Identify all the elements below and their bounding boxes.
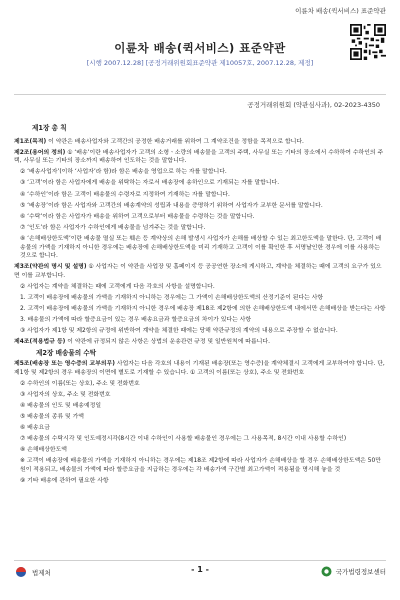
list-item: ② ‘배송사업자’(이하 ‘사업자’라 함)라 함은 배송을 영업으로 하는 자를 말합니다. [20,169,227,176]
list-item: ⑧ 손해배상한도액 [20,447,67,454]
footer-agency-name: 법제처 [32,568,51,577]
page-footer [0,566,400,580]
document-body [14,122,386,488]
article-4-text: 이 약관에 규정되지 않은 사항은 상법의 운송관련 규정 및 일반원칙에 따릅니다. [67,339,270,346]
footer-center-name: 국가법령정보센터 [335,568,386,576]
header-divider [14,94,386,95]
responsible-authority: 공정거래위원회 (약관심사과), 02-2023-4350 [247,101,380,109]
article-1 [14,138,386,147]
list-item: ⑤ 배송물의 종류 및 가액 [20,414,84,421]
article-5-items [14,380,386,486]
list-item: ④ 배송물의 인도 및 배송예정일 [20,402,102,409]
article-3-items [14,283,386,336]
list-item: ③ 사업자의 상호, 주소 및 전화번호 [20,391,111,398]
list-item: ⑨ 기타 배송에 관하여 필요한 사항 [20,478,109,485]
article-1-title: 제1조(목적) [14,138,47,145]
article-4 [14,338,386,347]
document-enactment-info: [시행 2007.12.28] [공정거래위원회표준약관 제10057호, 2007.12.28, 제정] [86,59,314,67]
list-item: ⑥ 배송요금 [20,425,50,432]
list-item: ⑧ ‘손해배상한도액’이란 배송물 멸실 또는 훼손 등 계약상의 손해 발생시 사업자가 손해를 배상할 수 있는 최고한도액을 말한다. 단, 고객이 배송물의 가액을 기재하지 아니한 경우에는 배송장에 손해배상한도액을 미리 기재하고 고객이 이를 확인한 후 서명날인한 경우에 이를 사용하는 것으로 합니다. [20,235,382,260]
list-item: ③ 사업자가 제1항 및 제2항의 규정에 위반하여 계약을 체결한 때에는 당해 약관규정의 계약의 내용으로 주장할 수 없습니다. [20,328,338,335]
list-item: ② 사업자는 계약을 체결하는 때에 고객에게 다음 각호의 사항을 설명합니다. [20,283,215,290]
article-2 [14,149,386,166]
footer-divider [14,560,386,561]
document-title: 이륜차 배송(퀵서비스) 표준약관 [114,41,286,55]
list-item: ⑥ ‘수탁’이라 함은 사업자가 배송을 위하여 고객으로부터 배송물을 수령하는 것을 말합니다. [20,213,255,220]
article-2-intro: ① ‘배송’이란 배송사업자가 고객의 소형ㆍ소량의 배송물을 고객의 주택, 사무실 또는 기타의 장소에서 수하하여 수하인의 주택, 사무실 또는 기타의 장소까지 배송하여 인도하는 것을 말합니다. [14,149,384,165]
law-center-logo-icon [321,566,332,577]
list-item: ⑤ ‘배송장’이라 함은 사업자와 고객간의 배송계약의 성립과 내용을 증명하기 위하여 사업자가 교부한 문서를 말합니다. [20,202,323,209]
list-item: ④ ‘수하인’이라 함은 고객이 배송물의 수령자로 지정하여 기재하는 자를 말합니다. [20,191,230,198]
list-item: ⑦ 배송물의 수탁시각 및 인도예정시각(8시간 이내 수하인이 사용할 배송물인 경우에는 그 사용목적, 8시간 이내 사용할 수하인) [20,436,347,443]
chapter-2-heading: 제2장 배송물의 수탁 [36,349,97,358]
list-item: ③ ‘고객’이라 함은 사업자에게 배송을 위탁하는 자로서 배송장에 송하인으로 기재되는 자를 말합니다. [20,180,280,187]
article-5 [14,360,386,377]
footer-right-logo[interactable] [321,566,386,577]
article-3 [14,263,386,280]
article-1-text: 이 약관은 배송사업자와 고객간의 공정한 배송거래를 위하여 그 계약조건을 정함을 목적으로 합니다. [48,138,304,145]
document-running-header: 이륜차 배송(퀵서비스) 표준약관 [295,7,386,15]
article-3-title: 제3조(약관의 명시 및 설명) [14,264,87,271]
list-item: 3. 배송물의 가액에 따라 할증요금이 있는 경우 배송요금과 할증요금의 차이가 있다는 사항 [20,317,252,324]
article-4-title: 제4조(적용법규 등) [14,339,66,346]
list-item: ⑦ ‘인도’라 함은 사업자가 수하인에게 배송물을 넘겨주는 것을 말합니다. [20,224,206,231]
article-5-title: 제5조(배송장 또는 영수증의 교부의무) [14,361,115,368]
list-item: ② 수하인의 이름(또는 상호), 주소 및 전화번호 [20,380,140,387]
page-number: - 1 - [191,565,209,574]
list-item: ※ 고객이 배송장에 배송물의 가액을 기재하지 아니하는 경우에는 제18조 제2항에 따라 사업자가 손해배상을 할 경우 손해배상한도액은 50만원이 적용되고, 배송물의 가액에 따라 할증요금을 지급하는 경우에는 각 배송가액 구간별 최고가액이 적용됨을 명시해 놓을 것 [20,458,381,473]
article-3-intro: ① 사업자는 이 약관을 사업장 및 홈페이지 등 공공연한 장소에 게시하고, 계약을 체결하는 때에 고객의 요구가 있으면 이를 교부합니다. [14,264,382,279]
article-5-intro: 사업자는 다음 각호의 내용이 기재된 배송장(또는 영수증)을 계약체결시 고객에게 교부하여야 합니다. 단, 제1항 및 제2항의 경우 배송장의 이면에 별도로 기재할 수 있습니다. ① 고객의 이름(또는 상호), 주소 및 전화번호 [14,361,385,376]
list-item: 1. 고객이 배송장에 배송물의 가액을 기재하지 아니하는 경우에는 그 가액이 손해배상한도액의 산정기준이 된다는 사항 [20,295,324,301]
list-item: 2. 고객이 배송장에 배송물의 가액을 기재하지 아니한 경우에 배송장 제18조 제2항에 의한 손해배상한도액 내에서만 손해배상을 받는다는 사항 [20,306,386,313]
chapter-1-heading: 제1장 총 칙 [32,124,67,132]
article-2-items [14,168,386,260]
article-2-title: 제2조(용어의 정의) [14,149,66,156]
